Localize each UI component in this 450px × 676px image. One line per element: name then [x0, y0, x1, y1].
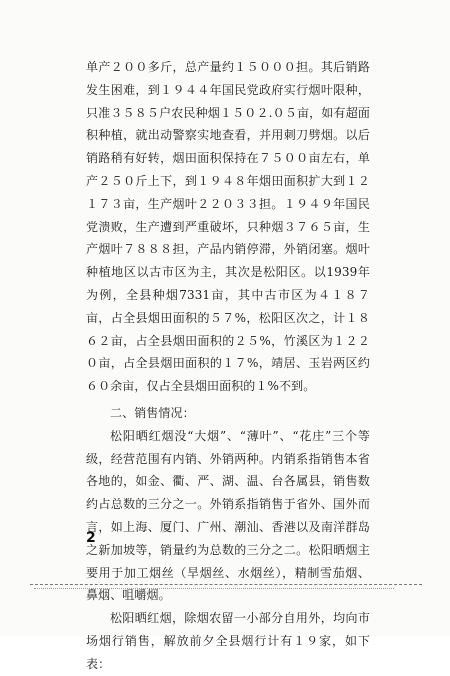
- bottom-divider-secondary: [34, 588, 394, 589]
- page-number: 2: [86, 530, 96, 546]
- paragraph-sales-overview: 松阳晒红烟没“大烟”、“薄叶”、“花庄”三个等级，经营范围有内销、外销两种。内销系指销售本省各地的，如金、衢、严、湖、温、台各属县，销售数约占总数的三分之一。外销系指销售于省外、国外而言，如上海、厦门、广州、潮汕、香港以及南洋群岛之新加坡等，销量约为总数的三分之二。松阳晒烟主要用于加工烟丝（旱烟丝、水烟丝），精制雪茄烟、鼻烟、咀嚼烟。: [86, 428, 370, 603]
- section-heading-sales: 二、销售情况：: [110, 405, 195, 420]
- paragraph-tobacco-history: 单产２００多斤，总产量约１５０００担。其后销路发生困难，到１９４４年国民党政府实行烟叶限种，只准３５８５户农民种烟１５０２.０５亩，如有超面积种植，就出动警察实地查看，并用刺刀劈烟。以后销路稍有好转，烟田面积保持在７５００亩左右，单产２５０斤上下，到１９４８年烟田面积扩大到１２１７３亩，生产烟叶２２０３３担。１９４９年国民党溃败，生产遭到严重破坏，只种烟３７６５亩，生产烟叶７８８８担，产品内销停滞，外销闭塞。烟叶种植地区以古市区为主，其次是松阳区。以1939年为例，全县种烟7331亩，其中古市区为４１８７亩，占全县烟田面积的５７%，松阳区次之，计１８６２亩，占全县烟田面积的２５%，竹溪区为１２２０亩，占全县烟田面积的１７%，靖居、玉岩两区约６０余亩，仅占全县烟田面积的１%不到。: [86, 60, 370, 394]
- body-text: [86, 56, 370, 676]
- paragraph-tobacco-shops: 松阳晒红烟，除烟农留一小部分自用外，均向市场烟行销售，解放前夕全县烟行计有１９家，如下表：: [86, 611, 370, 671]
- bottom-divider: [30, 584, 422, 585]
